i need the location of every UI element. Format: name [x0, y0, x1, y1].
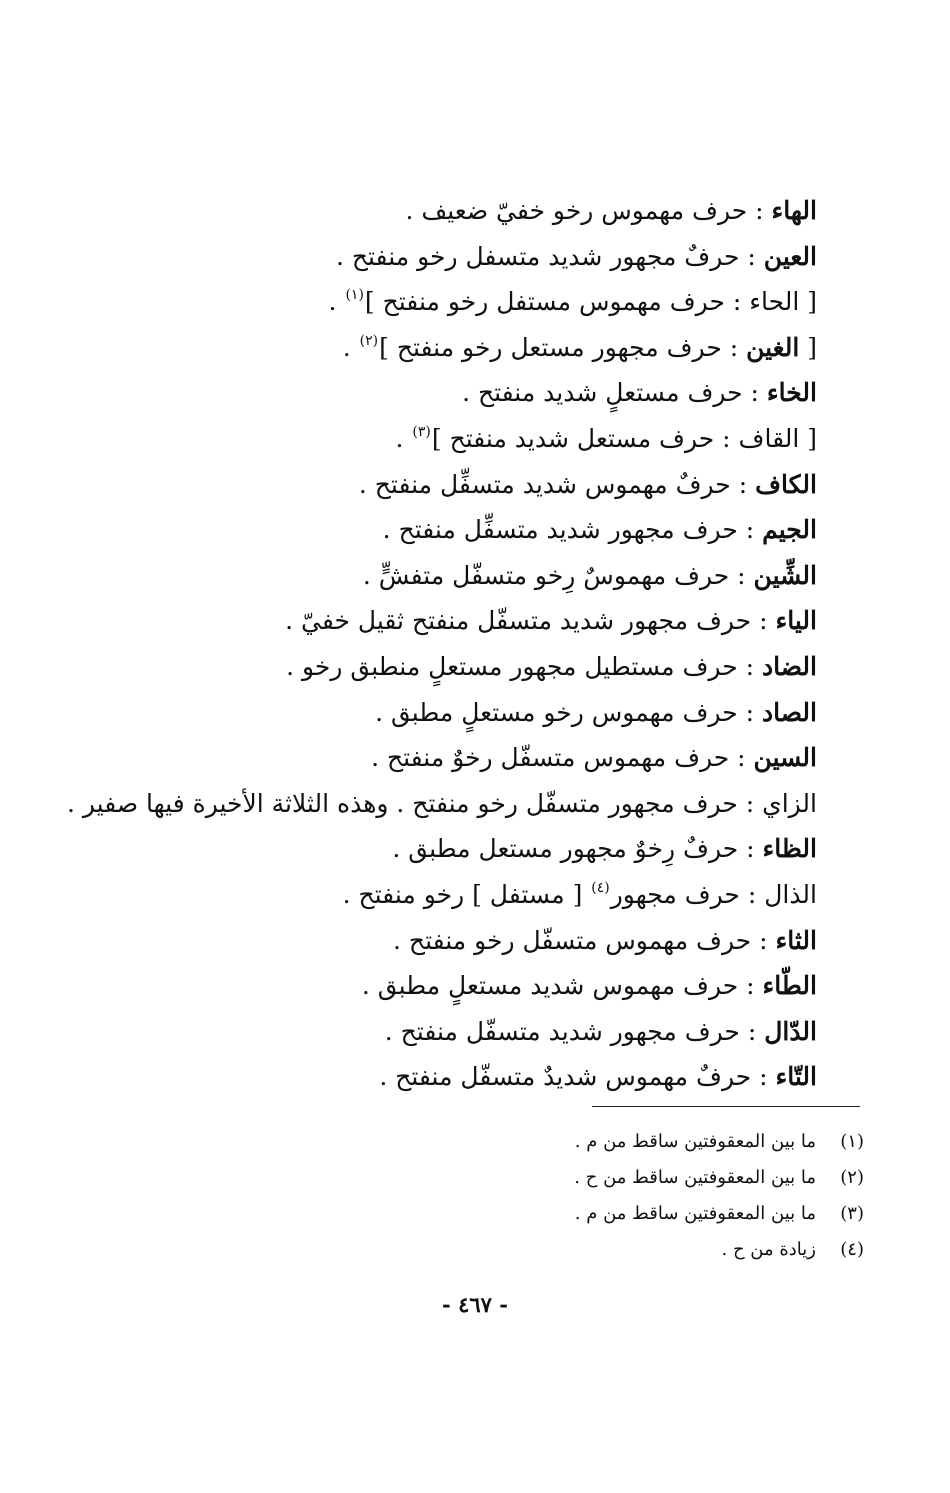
footnote — [444, 1232, 864, 1268]
letter-name: العين — [763, 241, 817, 271]
text-line — [57, 234, 817, 280]
footnote — [444, 1196, 864, 1232]
letter-description: : حرفٌ مهموس شديد متسفِّل منفتح . — [358, 469, 756, 499]
page-number: - ٤٦٧ - — [442, 1292, 508, 1317]
text-line — [57, 1054, 817, 1100]
footnote-ref: (٢) — [359, 332, 379, 349]
letter-name: القاف — [738, 423, 800, 453]
text-line — [57, 644, 817, 690]
text-line — [57, 690, 817, 736]
text-line — [57, 279, 817, 325]
main-text — [57, 188, 817, 1100]
letter-name: الخاء — [766, 378, 817, 408]
letter-name: الغين — [746, 332, 800, 362]
text-line — [57, 598, 817, 644]
open-bracket: [ — [799, 332, 817, 362]
letter-description: : حرفٌ مهموس شديدٌ متسفّل منفتح . — [379, 1062, 776, 1092]
letter-name: الهاء — [771, 196, 817, 225]
text-line — [57, 462, 817, 508]
open-bracket: [ — [799, 287, 817, 317]
letter-description: : حرف مهموس رخو مستعلٍ مطبق . — [375, 697, 762, 727]
line-tail: . — [328, 287, 345, 317]
footnote-number: (١) — [840, 1131, 864, 1152]
letter-description: : حرف مهموس مستفل رخو منفتح ] — [364, 287, 750, 317]
text-line — [57, 781, 817, 827]
footnote-text: ما بين المعقوفتين ساقط من م . — [574, 1203, 816, 1224]
letter-description: : حرف مجهور متسفّل رخو منفتح . وهذه الثلاثة الأخيرة فيها صفير . — [66, 788, 763, 818]
letter-name: الثاء — [775, 925, 817, 955]
letter-name: الضاد — [762, 651, 817, 681]
letter-name: الصاد — [762, 697, 817, 727]
letter-description: : حرف مهموس متسفّل رخوٌ منفتح . — [371, 743, 754, 773]
letter-description: : حرف مجهور شديد متسفّل منفتح . — [384, 1016, 765, 1046]
footnote — [444, 1124, 864, 1160]
text-line — [57, 963, 817, 1009]
text-line — [57, 1009, 817, 1055]
letter-name: الياء — [775, 606, 817, 636]
letter-name: الزاي — [762, 788, 817, 818]
text-line — [57, 553, 817, 599]
text-line — [57, 507, 817, 553]
letter-name: الدّال — [764, 1016, 817, 1046]
letter-name: السين — [753, 743, 817, 773]
letter-description: : حرف مجهور — [610, 879, 765, 909]
letter-name: الحاء — [749, 287, 800, 317]
letter-description: : حرف مستطيل مجهور مستعلٍ منطبق رخو . — [286, 651, 762, 681]
footnote-ref: (٤) — [591, 879, 610, 896]
letter-name: الجيم — [762, 515, 817, 545]
footnote-text: ما بين المعقوفتين ساقط من ح . — [574, 1167, 816, 1188]
letter-description: : حرف مستعلٍ شديد منفتح . — [462, 378, 767, 408]
letter-name: الشِّين — [753, 560, 817, 590]
letter-name: الظاء — [762, 834, 817, 864]
footnote-text: ما بين المعقوفتين ساقط من م . — [574, 1131, 816, 1152]
letter-name: الطّاء — [762, 971, 817, 1001]
letter-name: الذال — [764, 879, 817, 909]
text-line — [57, 872, 817, 918]
line-tail: . — [342, 332, 359, 362]
letter-description: : حرف مهموس رخو خفيّ ضعيف . — [405, 196, 772, 225]
letter-description: : حرف مهموسٌ رِخو متسفّل متفشٍّ . — [362, 560, 754, 590]
line-tail: . — [395, 423, 412, 453]
footnotes — [444, 1124, 864, 1268]
open-bracket: [ — [799, 423, 817, 453]
letter-name: التّاء — [775, 1062, 817, 1092]
text-line — [57, 370, 817, 416]
text-line — [57, 735, 817, 781]
footnote-number: (٤) — [840, 1239, 864, 1260]
footnote-number: (٢) — [840, 1167, 864, 1188]
footnote-divider — [592, 1106, 860, 1107]
text-line — [57, 416, 817, 462]
letter-description: : حرفٌ مجهور شديد متسفل رخو منفتح . — [335, 241, 764, 271]
letter-description: : حرف مجهور مستعل رخو منفتح ] — [379, 332, 747, 362]
line-tail: [ مستفل ] رخو منفتح . — [342, 879, 591, 909]
letter-description: : حرف مجهور شديد متسفّل منفتح ثقيل خفيّ . — [285, 606, 776, 636]
letter-description: : حرف مهموس متسفّل رخو منفتح . — [393, 925, 776, 955]
text-line — [57, 918, 817, 964]
footnote — [444, 1160, 864, 1196]
letter-description: : حرفٌ رِخوٌ مجهور مستعل مطبق . — [392, 834, 763, 864]
footnote-ref: (٣) — [412, 423, 431, 440]
letter-name: الكاف — [755, 469, 817, 499]
footnote-number: (٣) — [840, 1203, 864, 1224]
text-line — [57, 826, 817, 872]
text-line — [57, 188, 817, 234]
letter-description: : حرف مهموس شديد مستعلٍ مطبق . — [361, 971, 763, 1001]
footnote-ref: (١) — [345, 287, 364, 304]
letter-description: : حرف مستعل شديد منفتح ] — [431, 423, 739, 453]
text-line — [57, 325, 817, 371]
footnote-text: زيادة من ح . — [721, 1239, 816, 1260]
letter-description: : حرف مجهور شديد متسفِّل منفتح . — [382, 515, 763, 545]
